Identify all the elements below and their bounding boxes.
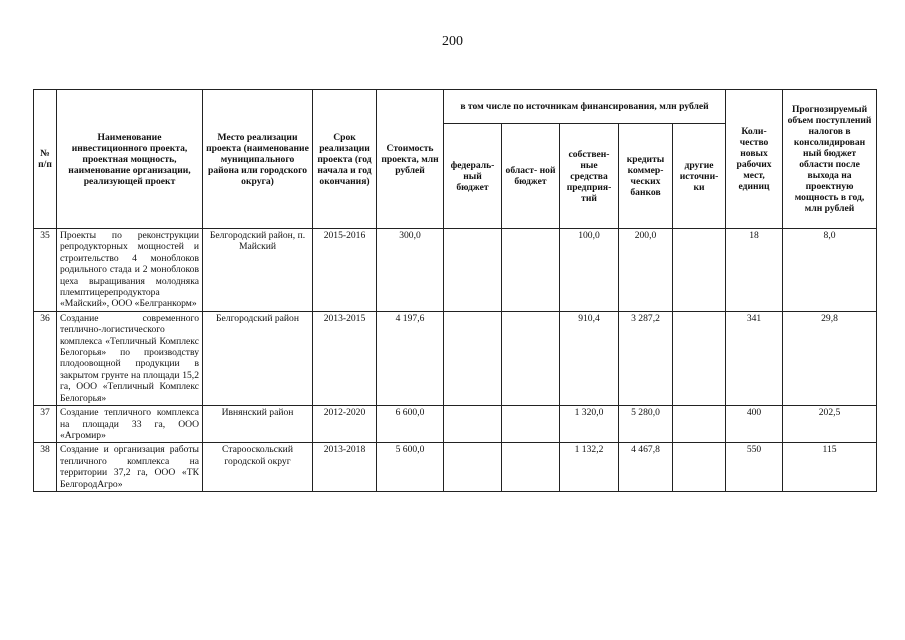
table-row bbox=[34, 406, 877, 443]
header-own: собствен- ные средства предприя- тий bbox=[560, 124, 619, 229]
header-name: Наименование инвестиционного проекта, проектная мощность, наименование организации, реализующей проект bbox=[57, 90, 203, 229]
table-body bbox=[34, 229, 877, 492]
row-place: Ивнянский район bbox=[203, 406, 313, 443]
row-credits: 200,0 bbox=[619, 229, 673, 312]
row-own: 1 132,2 bbox=[560, 443, 619, 492]
row-num: 37 bbox=[34, 406, 57, 443]
table-row bbox=[34, 443, 877, 492]
row-cost: 6 600,0 bbox=[377, 406, 444, 443]
row-regional bbox=[502, 406, 560, 443]
row-term: 2013-2018 bbox=[313, 443, 377, 492]
table-header bbox=[34, 90, 877, 229]
row-num: 36 bbox=[34, 311, 57, 405]
header-other: другие источни- ки bbox=[673, 124, 726, 229]
row-cost: 300,0 bbox=[377, 229, 444, 312]
row-other bbox=[673, 229, 726, 312]
row-jobs: 550 bbox=[726, 443, 783, 492]
row-other bbox=[673, 443, 726, 492]
row-own: 910,4 bbox=[560, 311, 619, 405]
row-taxes: 202,5 bbox=[783, 406, 877, 443]
row-jobs: 341 bbox=[726, 311, 783, 405]
header-credits: кредиты коммер- ческих банков bbox=[619, 124, 673, 229]
header-sources-group: в том числе по источникам финансирования, млн рублей bbox=[444, 90, 726, 124]
row-place: Белгородский район bbox=[203, 311, 313, 405]
row-name: Создание и организация работы тепличного комплекса на территории 37,2 га, ООО «ТК БелгородАгро» bbox=[57, 443, 203, 492]
row-taxes: 8,0 bbox=[783, 229, 877, 312]
row-cost: 4 197,6 bbox=[377, 311, 444, 405]
header-place: Место реализации проекта (наименование муниципального района или городского округа) bbox=[203, 90, 313, 229]
row-federal bbox=[444, 406, 502, 443]
table-row bbox=[34, 311, 877, 405]
header-term: Срок реализации проекта (год начала и год окончания) bbox=[313, 90, 377, 229]
row-term: 2015-2016 bbox=[313, 229, 377, 312]
row-regional bbox=[502, 229, 560, 312]
row-name: Создание тепличного комплекса на площади 33 га, ООО «Агромир» bbox=[57, 406, 203, 443]
row-term: 2012-2020 bbox=[313, 406, 377, 443]
row-taxes: 29,8 bbox=[783, 311, 877, 405]
header-federal: федераль- ный бюджет bbox=[444, 124, 502, 229]
page-number: 200 bbox=[442, 34, 463, 49]
row-other bbox=[673, 406, 726, 443]
row-term: 2013-2015 bbox=[313, 311, 377, 405]
row-credits: 5 280,0 bbox=[619, 406, 673, 443]
row-name: Проекты по реконструкции репродукторных мощностей и строительство 4 моноблоков родильного стада и 2 моноблоков цеха выращивания молодняка племптицерепродуктора «Майский», ООО «Белгранкорм» bbox=[57, 229, 203, 312]
row-other bbox=[673, 311, 726, 405]
row-regional bbox=[502, 443, 560, 492]
row-taxes: 115 bbox=[783, 443, 877, 492]
header-taxes: Прогнозируемый объем поступлений налогов в консолидирован ный бюджет области после выхода на проектную мощность в год, млн рублей bbox=[783, 90, 877, 229]
row-cost: 5 600,0 bbox=[377, 443, 444, 492]
header-regional: област- ной бюджет bbox=[502, 124, 560, 229]
investment-projects-table bbox=[33, 89, 877, 492]
row-credits: 4 467,8 bbox=[619, 443, 673, 492]
header-jobs: Коли- чество новых рабочих мест, единиц bbox=[726, 90, 783, 229]
row-federal bbox=[444, 311, 502, 405]
row-federal bbox=[444, 443, 502, 492]
header-cost: Стоимость проекта, млн рублей bbox=[377, 90, 444, 229]
row-own: 1 320,0 bbox=[560, 406, 619, 443]
row-credits: 3 287,2 bbox=[619, 311, 673, 405]
row-regional bbox=[502, 311, 560, 405]
row-place: Старооскольский городской округ bbox=[203, 443, 313, 492]
table-row bbox=[34, 229, 877, 312]
row-num: 35 bbox=[34, 229, 57, 312]
row-name: Создание современного теплично-логистического комплекса «Тепличный Комплекс Белогорья» по производству плодоовощной продукции в закрытом грунте на площади 15,2 га, ООО «Тепличный Комплекс Белогорья» bbox=[57, 311, 203, 405]
row-jobs: 400 bbox=[726, 406, 783, 443]
row-num: 38 bbox=[34, 443, 57, 492]
row-own: 100,0 bbox=[560, 229, 619, 312]
row-place: Белгородский район, п. Майский bbox=[203, 229, 313, 312]
row-federal bbox=[444, 229, 502, 312]
header-num: № п/п bbox=[34, 90, 57, 229]
row-jobs: 18 bbox=[726, 229, 783, 312]
